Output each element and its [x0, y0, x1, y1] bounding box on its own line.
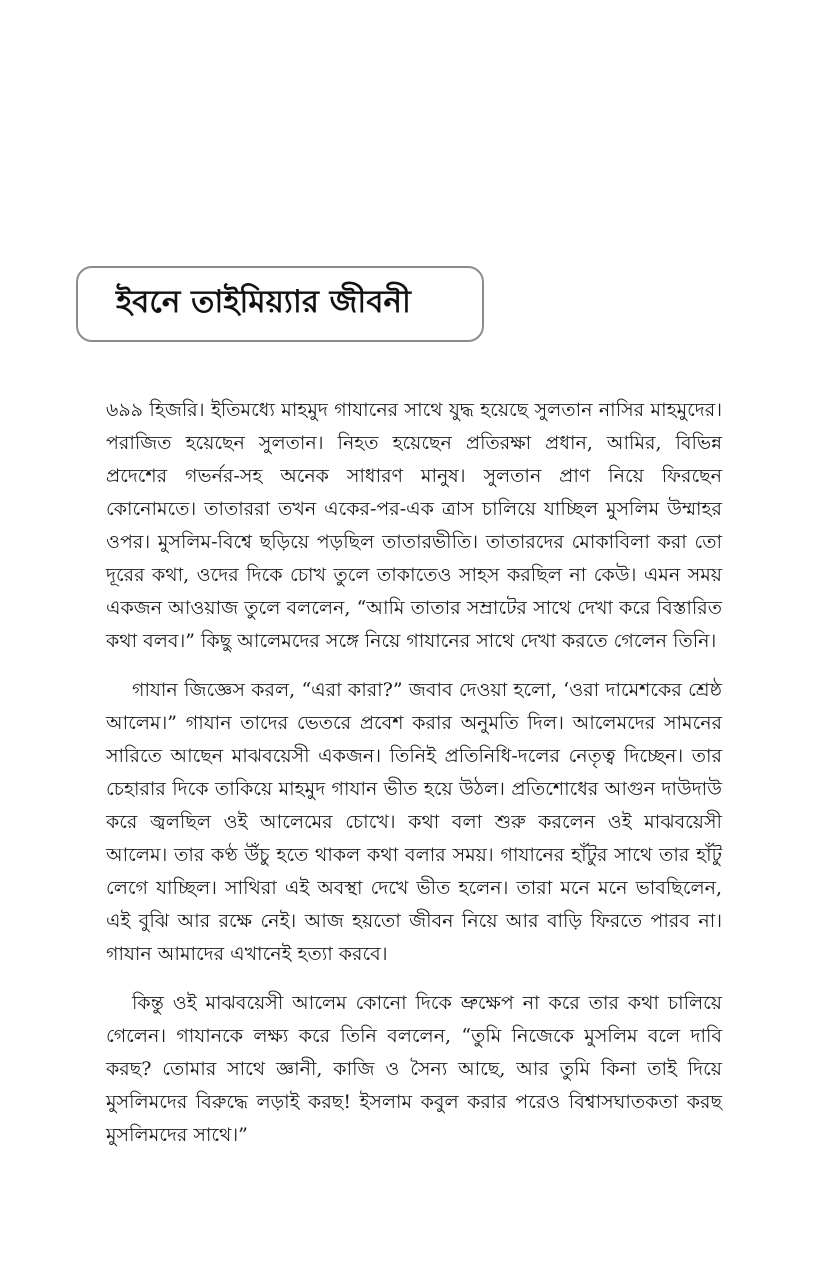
chapter-title-box — [76, 266, 484, 342]
chapter-title: ইবনে তাইমিয়্যার জীবনী — [116, 284, 411, 320]
paragraph-2: গাযান জিজ্ঞেস করল, “এরা কারা?” জবাব দেওয়া হলো, ‘ওরা দামেশকের শ্রেষ্ঠ আলেম।” গাযান তাদের ভেতরে প্রবেশ করার অনুমতি দিল। আলেমদের সামনের সারিতে আছেন মাঝবয়েসী একজন। তিনিই প্রতিনিধি-দলের নেতৃত্ব দিচ্ছেন। তার চেহারার দিকে তাকিয়ে মাহমুদ গাযান ভীত হয়ে উঠল। প্রতিশোধের আগুন দাউদাউ করে জ্বলছিল ওই আলেমের চোখে। কথা বলা শুরু করলেন ওই মাঝবয়েসী আলেম। তার কণ্ঠ উঁচু হতে থাকল কথা বলার সময়। গাযানের হাঁটুর সাথে তার হাঁটু লেগে যাচ্ছিল। সাথিরা এই অবস্থা দেখে ভীত হলেন। তারা মনে মনে ভাবছিলেন, এই বুঝি আর রক্ষে নেই। আজ হয়তো জীবন নিয়ে আর বাড়ি ফিরতে পারব না। গাযান আমাদের এখানেই হত্যা করবে। — [106, 679, 722, 965]
body-text — [106, 394, 722, 1152]
paragraph-1: ৬৯৯ হিজরি। ইতিমধ্যে মাহমুদ গাযানের সাথে যুদ্ধ হয়েছে সুলতান নাসির মাহমুদের। পরাজিত হয়েছেন সুলতান। নিহত হয়েছেন প্রতিরক্ষা প্রধান, আমির, বিভিন্ন প্রদেশের গভর্নর-সহ অনেক সাধারণ মানুষ। সুলতান প্রাণ নিয়ে ফিরছেন কোনোমতে। তাতাররা তখন একের-পর-এক ত্রাস চালিয়ে যাচ্ছিল মুসলিম উম্মাহর ওপর। মুসলিম-বিশ্বে ছড়িয়ে পড়ছিল তাতারভীতি। তাতারদের মোকাবিলা করা তো দূরের কথা, ওদের দিকে চোখ তুলে তাকাতেও সাহস করছিল না কেউ। এমন সময় একজন আওয়াজ তুলে বললেন, “আমি তাতার সম্রাটের সাথে দেখা করে বিস্তারিত কথা বলব।” কিছু আলেমদের সঙ্গে নিয়ে গাযানের সাথে দেখা করতে গেলেন তিনি। — [106, 399, 722, 652]
paragraph-3: কিন্তু ওই মাঝবয়েসী আলেম কোনো দিকে ভ্রুক্ষেপ না করে তার কথা চালিয়ে গেলেন। গাযানকে লক্ষ্য করে তিনি বললেন, “তুমি নিজেকে মুসলিম বলে দাবি করছ? তোমার সাথে জ্ঞানী, কাজি ও সৈন্য আছে, আর তুমি কিনা তাই দিয়ে মুসলিমদের বিরুদ্ধে লড়াই করছ! ইসলাম কবুল করার পরেও বিশ্বাসঘাতকতা করছ মুসলিমদের সাথে।” — [106, 992, 722, 1146]
